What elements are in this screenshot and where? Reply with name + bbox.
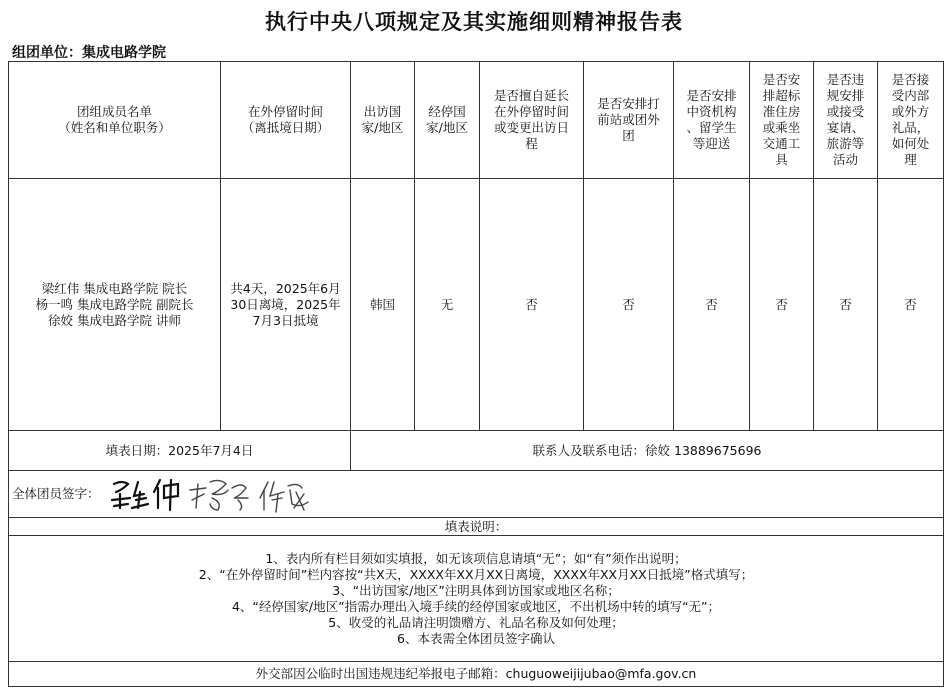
member-item: 杨一鸣 集成电路学院 副院长 [35, 296, 194, 312]
fill-date: 填表日期：2025年7月4日 [9, 431, 351, 471]
cell-text-line: 经停国 [428, 104, 466, 119]
header-housing [750, 62, 814, 179]
report-row [9, 662, 944, 687]
header-stay-time [221, 62, 351, 179]
welcome-cell: 否 [674, 179, 750, 431]
contact-info: 联系人及联系电话：徐姣 13889675696 [351, 431, 944, 471]
note-item: 3、“出访国家/地区”注明具体到访国家或地区名称； [332, 582, 620, 598]
report-email: 外交部因公临时出国违规违纪举报电子邮箱：chuguoweijijubao@mfa.gov.cn [9, 662, 944, 687]
header-gifts [878, 62, 944, 179]
table-row [9, 179, 944, 431]
banquet-cell: 否 [814, 179, 878, 431]
cell-text-line: 家/地区 [426, 120, 468, 135]
header-banquet [814, 62, 878, 179]
cell-text-line: 排超标 [762, 88, 801, 103]
cell-text-line: 理 [904, 152, 917, 167]
report-table [8, 61, 944, 687]
notes-title-row [9, 518, 944, 536]
member-item: 梁红伟 集成电路学院 院长 [41, 280, 188, 296]
extend-stay-cell: 否 [480, 179, 584, 431]
cell-text [224, 281, 347, 329]
cell-text-line: 是否安排打 [597, 96, 660, 111]
cell-text-line: 出访国 [363, 104, 402, 119]
header-transit-country [415, 62, 480, 179]
cell-text-line: 在外停留时间 [247, 104, 323, 119]
header-extend-stay [480, 62, 584, 179]
member-list [9, 179, 221, 431]
cell-text [224, 104, 347, 136]
note-item: 4、“经停国家/地区”指需办理出入境手续的经停国家或地区，不出机场中转的填写“无”； [231, 598, 721, 614]
visit-country-cell: 韩国 [351, 179, 415, 431]
transit-country-cell: 无 [415, 179, 480, 431]
housing-cell: 否 [750, 179, 814, 431]
cell-text-line: 共4天，2025年6月 [230, 280, 341, 296]
member-item: 徐姣 集成电路学院 讲师 [48, 312, 181, 328]
cell-text-line: 团组成员名单 [76, 104, 152, 119]
cell-text-line: 具 [775, 152, 788, 167]
cell-text-line: 是否安排 [686, 88, 737, 103]
signature-label: 全体团员签字： [12, 486, 100, 501]
cell-text-line: 前站或团外 [597, 112, 660, 127]
cell-text-line: 准住房 [762, 104, 801, 119]
note-item: 5、收受的礼品请注明馈赠方、礼品名称及如何处理； [328, 614, 624, 630]
cell-text-line: 如何处 [891, 136, 930, 151]
cell-text-line: 旅游等 [826, 136, 865, 151]
signature-3 [260, 482, 308, 512]
header-visit-country [351, 62, 415, 179]
header-row [9, 62, 944, 179]
cell-text-line: 交通工 [762, 136, 801, 151]
cell-text-line: 是否接 [891, 72, 930, 87]
cell-text-line: 是否安 [762, 72, 801, 87]
cell-text-line: 团 [622, 128, 635, 143]
cell-text-line: 活动 [832, 152, 858, 167]
cell-text [12, 104, 217, 136]
signature-1 [112, 480, 178, 510]
info-row [9, 431, 944, 471]
cell-text-line: （离抵境日期） [241, 120, 330, 135]
signature-2 [190, 480, 248, 510]
cell-text [354, 104, 411, 136]
note-item: 2、“在外停留时间”栏内容按“共X天，XXXX年XX月XX日离境，XXXX年XX月XX日抵境”格式填写； [198, 566, 754, 582]
cell-text-line: 或外方 [891, 104, 930, 119]
note-item: 1、表内所有栏目须如实填报，如无该项信息请填“无”；如“有”须作出说明； [265, 550, 687, 566]
cell-text-line: 7月3日抵境 [252, 312, 319, 328]
cell-text-line: 等迎送 [692, 136, 731, 151]
cell-text [418, 104, 476, 136]
cell-text-line: 在外停留时间 [493, 104, 569, 119]
cell-text-line: 或乘坐 [762, 120, 801, 135]
cell-text [753, 72, 810, 168]
cell-text-line: 是否擅自延长 [493, 88, 569, 103]
cell-text-line: 宴请、 [826, 120, 865, 135]
notes-title: 填表说明： [9, 518, 944, 536]
header-members [9, 62, 221, 179]
cell-text-line: 程 [525, 136, 538, 151]
page-title: 执行中央八项规定及其实施细则精神报告表 [265, 10, 683, 34]
note-item: 6、本表需全体团员签字确认 [397, 630, 555, 646]
signature-row [9, 471, 944, 518]
handwritten-signatures [108, 474, 348, 514]
notes-row [9, 536, 944, 662]
cell-text-line: 、留学生 [686, 120, 737, 135]
gifts-cell: 否 [878, 179, 944, 431]
cell-text-line: 中资机构 [686, 104, 737, 119]
cell-text-line: 规安排 [826, 88, 865, 103]
cell-text-line: 或变更出访日 [493, 120, 569, 135]
header-advance-team [584, 62, 674, 179]
cell-text [587, 96, 670, 144]
cell-text-line: 是否违 [826, 72, 865, 87]
cell-text [817, 72, 874, 168]
cell-text [483, 88, 580, 152]
stay-time-cell [221, 179, 351, 431]
cell-text-line: 或接受 [826, 104, 865, 119]
cell-text [677, 88, 746, 152]
cell-text-line: 家/地区 [361, 120, 404, 135]
advance-team-cell: 否 [584, 179, 674, 431]
cell-text-line: 受内部 [891, 88, 930, 103]
cell-text [881, 72, 940, 168]
header-welcome [674, 62, 750, 179]
cell-text-line: 30日离境，2025年 [230, 296, 341, 312]
cell-text-line: （姓名和单位职务） [58, 120, 171, 135]
organizing-unit: 组团单位：集成电路学院 [12, 45, 166, 61]
notes-list [9, 536, 944, 662]
cell-text-line: 礼品， [891, 120, 930, 135]
